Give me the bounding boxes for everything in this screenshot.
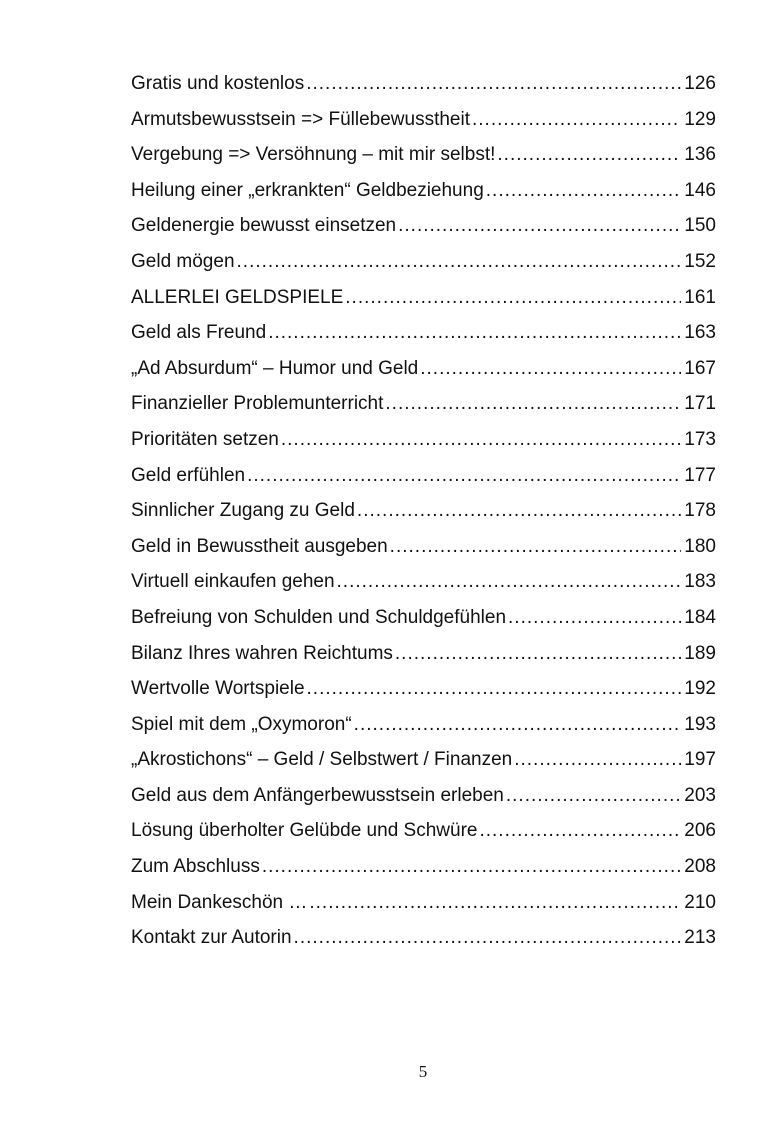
toc-dot-leader — [357, 493, 681, 529]
toc-dot-leader — [514, 742, 681, 778]
toc-entry-page: 177 — [684, 464, 716, 486]
toc-entry — [131, 280, 716, 316]
toc-dot-leader — [395, 636, 681, 672]
toc-entry-title: Geld aus dem Anfängerbewusstsein erleben — [131, 784, 504, 806]
toc-entry-page: 193 — [684, 713, 716, 735]
toc-entry-page: 210 — [684, 891, 716, 913]
toc-entry-title: Geld als Freund — [131, 322, 267, 344]
toc-entry-title: Geld erfühlen — [131, 464, 246, 486]
toc-entry-title: Lösung überholter Gelübde und Schwüre — [131, 820, 478, 842]
toc-dot-leader — [385, 386, 681, 422]
toc-entry — [131, 707, 716, 743]
toc-entry-title: Spiel mit dem „Oxymoron“ — [131, 713, 352, 735]
toc-entry-title: Geld in Bewusstheit ausgeben — [131, 535, 388, 557]
toc-entry — [131, 849, 716, 885]
toc-entry — [131, 493, 716, 529]
toc-entry-page: 167 — [684, 357, 716, 379]
toc-entry — [131, 102, 716, 138]
toc-entry-title: Armutsbewusstsein => Füllebewusstheit — [131, 108, 470, 130]
toc-dot-leader — [398, 208, 681, 244]
toc-entry-title: Wertvolle Wortspiele — [131, 678, 305, 700]
toc-entry — [131, 173, 716, 209]
toc-entry — [131, 885, 716, 921]
toc-entry-page: 152 — [684, 250, 716, 272]
toc-dot-leader — [309, 885, 681, 921]
toc-entry-page: 129 — [684, 108, 716, 130]
toc-entry-title: Gratis und kostenlos — [131, 73, 305, 94]
toc-dot-leader — [345, 280, 681, 316]
toc-entry-title: Virtuell einkaufen gehen — [131, 571, 335, 593]
toc-entry — [131, 137, 716, 173]
toc-entry — [131, 636, 716, 672]
toc-entry-page: 180 — [684, 535, 716, 557]
toc-entry-title: ALLERLEI GELDSPIELE — [131, 286, 344, 308]
table-of-contents — [131, 66, 716, 956]
toc-dot-leader — [237, 244, 682, 280]
toc-entry-page: 178 — [684, 500, 716, 522]
toc-entry-title: Kontakt zur Autorin — [131, 927, 292, 949]
toc-entry-page: 192 — [684, 678, 716, 700]
toc-entry — [131, 813, 716, 849]
toc-dot-leader — [294, 920, 682, 956]
toc-entry — [131, 244, 716, 280]
toc-entry-page: 213 — [684, 927, 716, 949]
toc-entry-title: Heilung einer „erkrankten“ Geldbeziehung — [131, 179, 484, 201]
toc-dot-leader — [420, 351, 681, 387]
toc-entry — [131, 600, 716, 636]
toc-entry-page: 208 — [684, 856, 716, 878]
toc-entry-page: 126 — [684, 73, 716, 94]
toc-entry — [131, 66, 716, 102]
toc-dot-leader — [472, 102, 681, 138]
toc-entry-page: 150 — [684, 215, 716, 237]
toc-entry-page: 171 — [684, 393, 716, 415]
toc-entry-page: 206 — [684, 820, 716, 842]
toc-entry-title: Finanzieller Problemunterricht — [131, 393, 384, 415]
toc-entry-page: 189 — [684, 642, 716, 664]
toc-entry — [131, 742, 716, 778]
toc-dot-leader — [486, 173, 682, 209]
toc-dot-leader — [479, 813, 681, 849]
toc-entry-title: Befreiung von Schulden und Schuldgefühlen — [131, 606, 507, 628]
toc-dot-leader — [508, 600, 681, 636]
toc-dot-leader — [247, 458, 681, 494]
toc-entry-page: 161 — [684, 286, 716, 308]
toc-entry — [131, 351, 716, 387]
toc-entry-title: „Ad Absurdum“ – Humor und Geld — [131, 357, 419, 379]
toc-dot-leader — [306, 66, 681, 102]
toc-entry — [131, 422, 716, 458]
toc-dot-leader — [354, 707, 682, 743]
toc-entry-title: Geld mögen — [131, 250, 235, 272]
page-number: 5 — [418, 1062, 428, 1081]
toc-entry-title: Vergebung => Versöhnung – mit mir selbst! — [131, 144, 496, 166]
toc-entry-page: 184 — [684, 606, 716, 628]
toc-entry-page: 197 — [684, 749, 716, 771]
toc-entry — [131, 208, 716, 244]
toc-entry-page: 146 — [684, 179, 716, 201]
toc-entry-title: Bilanz Ihres wahren Reichtums — [131, 642, 393, 664]
toc-entry — [131, 386, 716, 422]
toc-dot-leader — [307, 671, 682, 707]
toc-entry — [131, 529, 716, 565]
toc-dot-leader — [390, 529, 682, 565]
toc-entry-title: „Akrostichons“ – Geld / Selbstwert / Finanzen — [131, 749, 513, 771]
toc-entry-title: Geldenergie bewusst einsetzen — [131, 215, 397, 237]
toc-entry — [131, 564, 716, 600]
toc-entry — [131, 315, 716, 351]
toc-dot-leader — [262, 849, 681, 885]
toc-dot-leader — [506, 778, 681, 814]
toc-entry — [131, 458, 716, 494]
toc-entry — [131, 778, 716, 814]
toc-entry-title: Mein Dankeschön … — [131, 891, 308, 913]
toc-entry-page: 163 — [684, 322, 716, 344]
toc-dot-leader — [497, 137, 681, 173]
toc-entry-page: 203 — [684, 784, 716, 806]
toc-entry-page: 183 — [684, 571, 716, 593]
toc-entry-title: Sinnlicher Zugang zu Geld — [131, 500, 355, 522]
toc-dot-leader — [281, 422, 681, 458]
toc-entry — [131, 920, 716, 956]
toc-entry — [131, 671, 716, 707]
toc-dot-leader — [268, 315, 681, 351]
toc-entry-title: Zum Abschluss — [131, 856, 260, 878]
toc-entry-page: 136 — [684, 144, 716, 166]
toc-entry-page: 173 — [684, 428, 716, 450]
toc-entry-title: Prioritäten setzen — [131, 428, 279, 450]
toc-dot-leader — [337, 564, 682, 600]
